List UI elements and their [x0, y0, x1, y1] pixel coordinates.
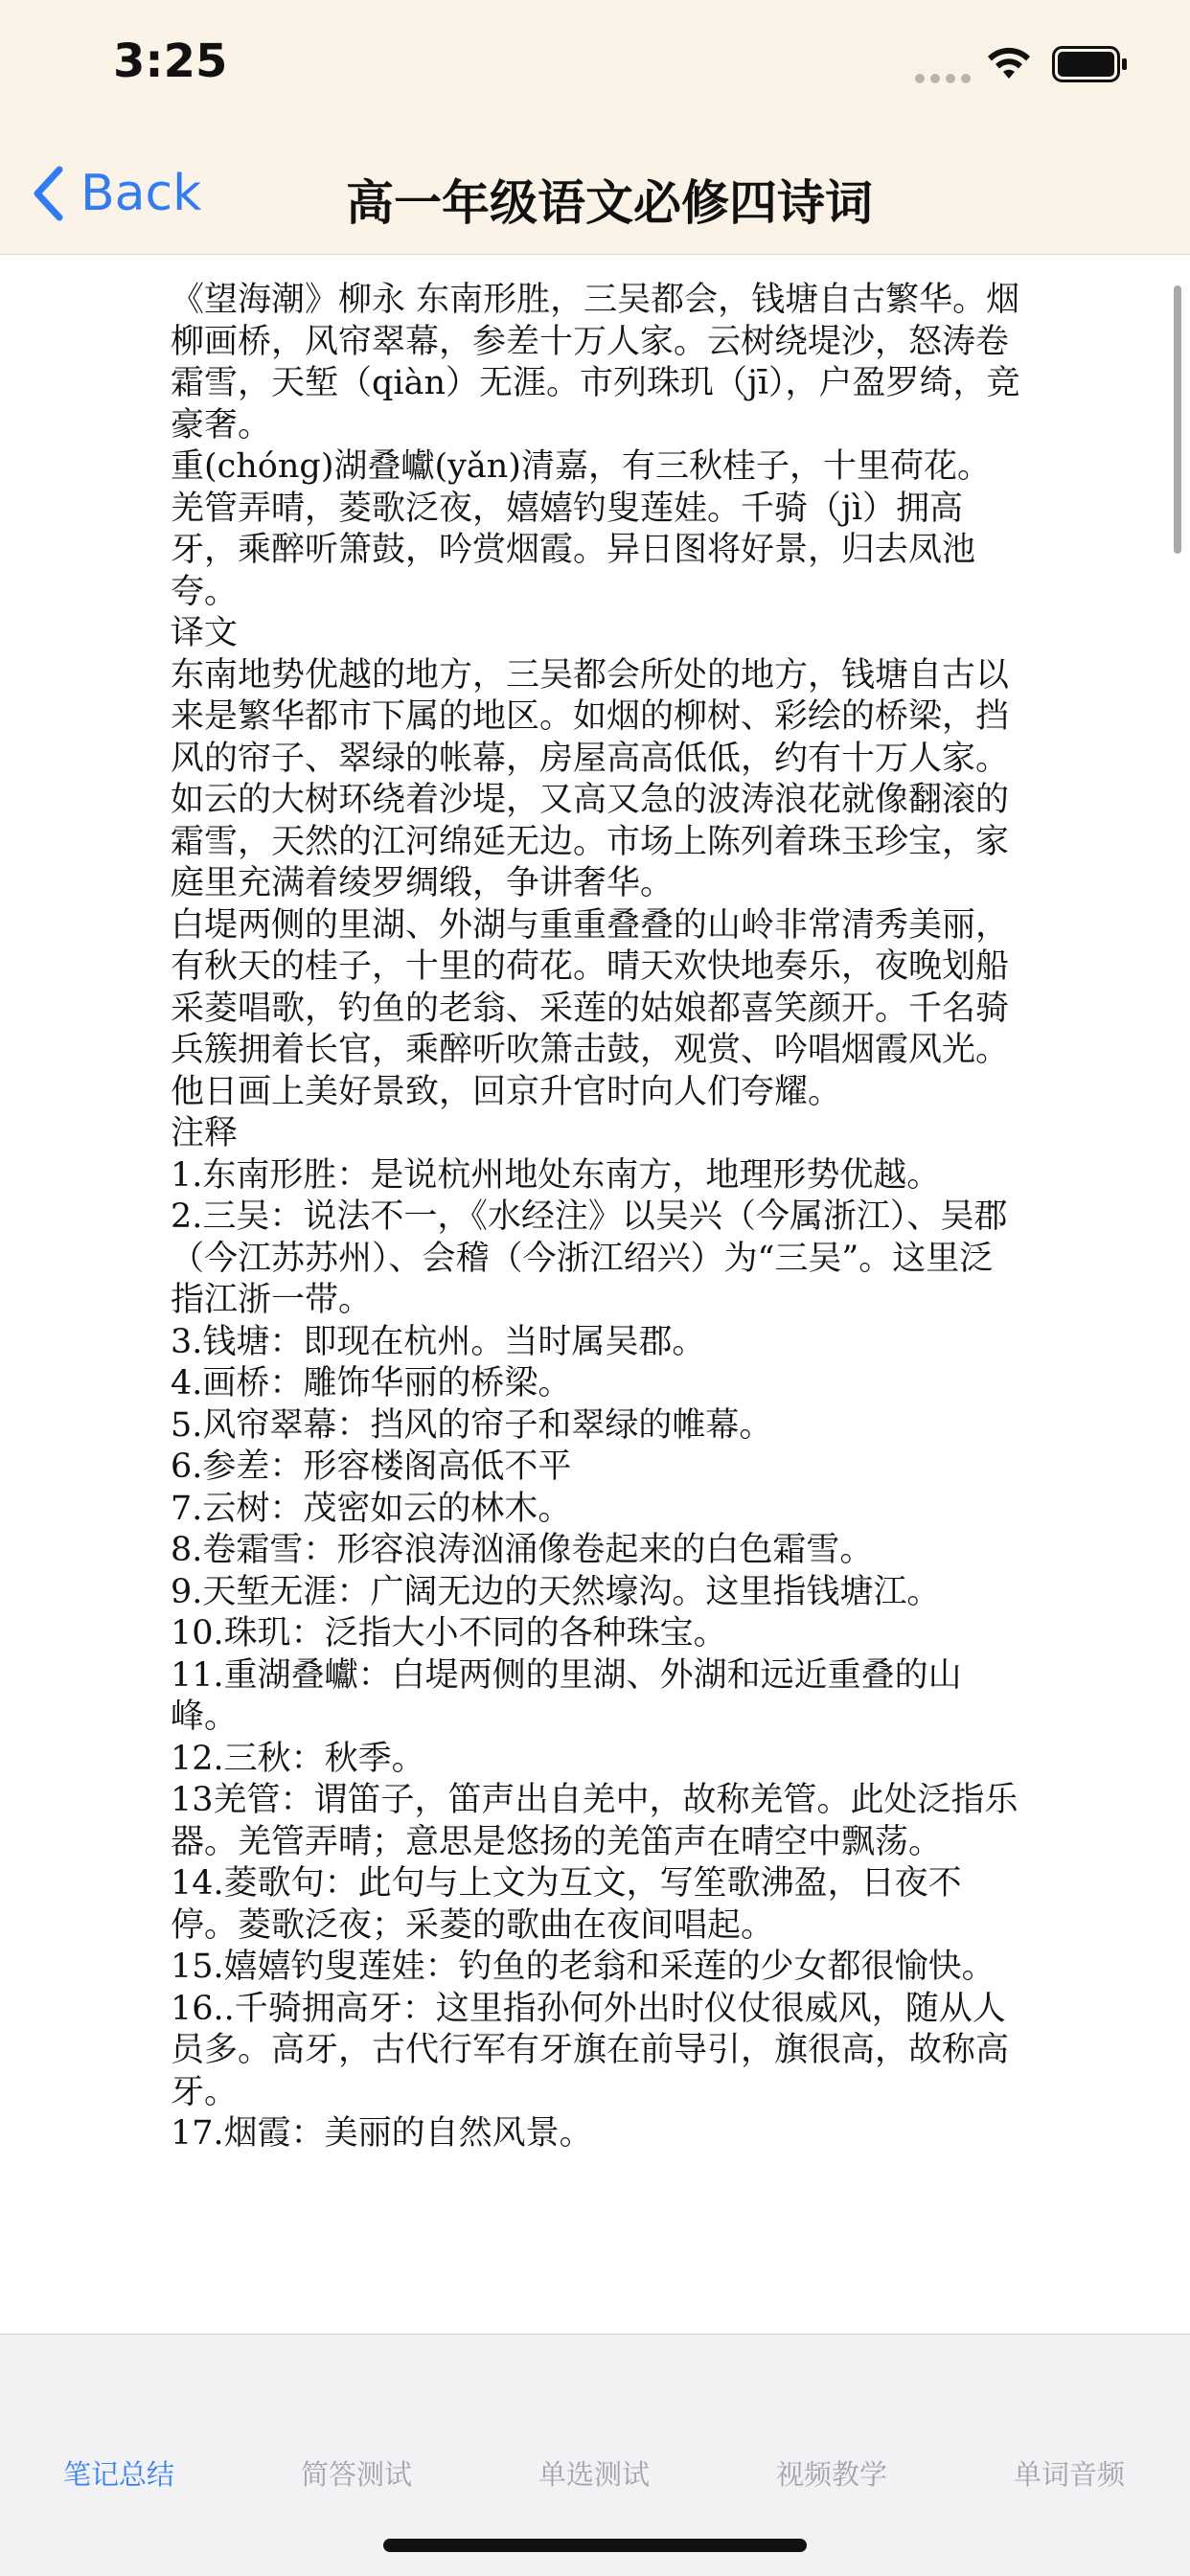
- cellular-signal-icon: [915, 69, 976, 87]
- note-item: 6.参差：形容楼阁高低不平: [171, 1448, 572, 1486]
- paragraph: 《望海潮》柳永 东南形胜，三吴都会，钱塘自古繁华。烟柳画桥，风帘翠幕，参差十万人家。云树绕堤沙，怒涛卷霜雪，天堑（qiàn）无涯。市列珠玑（jī），户盈罗绮，竞豪奢。: [171, 281, 1020, 445]
- note-item: 4.画桥：雕饰华丽的桥梁。: [171, 1364, 572, 1402]
- note-item: 15.嬉嬉钓叟莲娃：钓鱼的老翁和采莲的少女都很愉快。: [171, 1948, 995, 1986]
- section-heading: 译文: [171, 614, 239, 652]
- scrollbar[interactable]: [1174, 285, 1181, 554]
- note-item: 17.烟霞：美丽的自然风景。: [171, 2114, 593, 2153]
- tab-video-teaching[interactable]: 视频教学: [775, 2458, 887, 2491]
- paragraph: 东南地势优越的地方，三吴都会所处的地方，钱塘自古以来是繁华都市下属的地区。如烟的柳树、彩绘的桥梁，挡风的帘子、翠绿的帐幕，房屋高高低低，约有十万人家。如云的大树环绕着沙堤，又高又急的波涛浪花就像翻滚的霜雪，天然的江河绵延无边。市场上陈列着珠玉珍宝，家庭里充满着绫罗绸缎，争讲奢华。: [171, 655, 1010, 902]
- section-heading: 注释: [171, 1114, 239, 1152]
- note-item: 7.云树：茂密如云的林木。: [171, 1489, 572, 1528]
- note-item: 3.钱塘：即现在杭州。当时属吴郡。: [171, 1322, 706, 1361]
- wifi-icon: [985, 44, 1033, 82]
- battery-icon: [1052, 46, 1129, 82]
- tab-notes-summary[interactable]: 笔记总结: [62, 2458, 174, 2491]
- note-item: 8.卷霜雪：形容浪涛汹涌像卷起来的白色霜雪。: [171, 1531, 874, 1569]
- note-item: 16..千骑拥高牙：这里指孙何外出时仪仗很威风，随从人员多。高牙，古代行军有牙旗在前导引，旗很高，故称高牙。: [171, 1989, 1010, 2111]
- note-item: 11.重湖叠巘：白堤两侧的里湖、外湖和远近重叠的山峰。: [171, 1655, 962, 1736]
- note-item: 14.菱歌句：此句与上文为互文，写笙歌沸盈，日夜不停。菱歌泛夜；采菱的歌曲在夜间唱起。: [171, 1864, 962, 1945]
- tab-word-audio[interactable]: 单词音频: [1013, 2458, 1125, 2491]
- navigation-bar: [0, 144, 1190, 254]
- article-scroll-view[interactable]: [0, 255, 1190, 2334]
- note-item: 1.东南形胜：是说杭州地处东南方，地理形势优越。: [171, 1155, 941, 1195]
- paragraph: 白堤两侧的里湖、外湖与重重叠叠的山岭非常清秀美丽，有秋天的桂子，十里的荷花。晴天欢快地奏乐，夜晚划船采菱唱歌，钓鱼的老翁、采莲的姑娘都喜笑颜开。千名骑兵簇拥着长官，乘醉听吹箫击鼓，观赏、吟唱烟霞风光。他日画上美好景致，回京升官时向人们夸耀。: [171, 905, 1010, 1111]
- paragraph: 重(chóng)湖叠巘(yǎn)清嘉，有三秋桂子，十里荷花。羌管弄晴，菱歌泛夜，嬉嬉钓叟莲娃。千骑（jì）拥高牙，乘醉听箫鼓，吟赏烟霞。异日图将好景，归去凤池夸。: [171, 447, 991, 611]
- note-item: 5.风帘翠幕：挡风的帘子和翠绿的帷幕。: [171, 1405, 773, 1445]
- article-text: [171, 280, 1023, 2155]
- back-label: Back: [80, 165, 202, 222]
- home-indicator[interactable]: [383, 2539, 807, 2552]
- note-item: 10.珠玑：泛指大小不同的各种珠宝。: [171, 1614, 727, 1653]
- note-item: 9.天堑无涯：广阔无边的天然壕沟。这里指钱塘江。: [171, 1572, 941, 1611]
- tab-single-choice-test[interactable]: 单选测试: [538, 2458, 650, 2491]
- status-bar: [0, 0, 1190, 134]
- note-item: 13羌管：谓笛子，笛声出自羌中，故称羌管。此处泛指乐器。羌管弄晴；意思是悠扬的羌笛声在晴空中飘荡。: [171, 1781, 1018, 1861]
- note-item: 2.三吴：说法不一，《水经注》以吴兴（今属浙江）、吴郡（今江苏苏州）、会稽（今浙江绍兴）为“三吴”。这里泛指江浙一带。: [171, 1197, 1008, 1319]
- status-time: 3:25: [113, 34, 228, 88]
- note-item: 12.三秋：秋季。: [171, 1739, 425, 1778]
- header-area: [0, 0, 1190, 255]
- page-title: 高一年级语文必修四诗词: [346, 175, 873, 231]
- tab-short-answer-test[interactable]: 简答测试: [300, 2458, 412, 2491]
